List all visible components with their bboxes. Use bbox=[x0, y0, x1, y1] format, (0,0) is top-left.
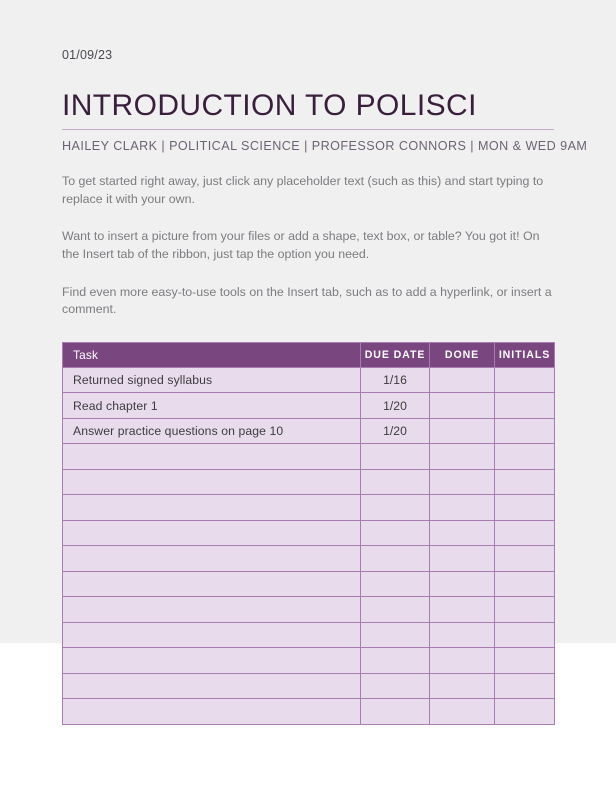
cell-task[interactable] bbox=[63, 495, 361, 521]
cell-due_date[interactable] bbox=[361, 673, 430, 699]
cell-task[interactable] bbox=[63, 444, 361, 470]
body-paragraph-3: Find even more easy-to-use tools on the Insert tab, such as to add a hyperlink, or insert a comment. bbox=[62, 284, 552, 317]
cell-task[interactable]: Read chapter 1 bbox=[63, 393, 361, 419]
cell-initials[interactable] bbox=[495, 367, 555, 393]
cell-done[interactable] bbox=[430, 571, 495, 597]
cell-due_date[interactable]: 1/20 bbox=[361, 393, 430, 419]
page-title: INTRODUCTION TO POLISCI bbox=[62, 89, 477, 122]
table-row[interactable] bbox=[63, 367, 555, 393]
cell-done[interactable] bbox=[430, 673, 495, 699]
cell-initials[interactable] bbox=[495, 699, 555, 725]
cell-task[interactable] bbox=[63, 597, 361, 623]
cell-task[interactable]: Answer practice questions on page 10 bbox=[63, 418, 361, 444]
task-table bbox=[62, 342, 555, 725]
cell-task[interactable]: Returned signed syllabus bbox=[63, 367, 361, 393]
cell-initials[interactable] bbox=[495, 469, 555, 495]
table-row[interactable] bbox=[63, 597, 555, 623]
table-row[interactable] bbox=[63, 469, 555, 495]
cell-due_date[interactable] bbox=[361, 444, 430, 470]
cell-task[interactable] bbox=[63, 648, 361, 674]
task-table-container bbox=[62, 342, 554, 725]
cell-due_date[interactable] bbox=[361, 699, 430, 725]
cell-done[interactable] bbox=[430, 520, 495, 546]
cell-due_date[interactable] bbox=[361, 520, 430, 546]
table-row[interactable] bbox=[63, 418, 555, 444]
cell-initials[interactable] bbox=[495, 393, 555, 419]
table-header-row bbox=[63, 342, 555, 367]
cell-done[interactable] bbox=[430, 648, 495, 674]
cell-due_date[interactable] bbox=[361, 546, 430, 572]
cell-initials[interactable] bbox=[495, 648, 555, 674]
cell-task[interactable] bbox=[63, 673, 361, 699]
cell-initials[interactable] bbox=[495, 444, 555, 470]
cell-initials[interactable] bbox=[495, 597, 555, 623]
cell-done[interactable] bbox=[430, 495, 495, 521]
cell-done[interactable] bbox=[430, 699, 495, 725]
cell-due_date[interactable] bbox=[361, 597, 430, 623]
cell-done[interactable] bbox=[430, 469, 495, 495]
table-row[interactable] bbox=[63, 495, 555, 521]
table-row[interactable] bbox=[63, 622, 555, 648]
body-paragraph-1: To get started right away, just click any placeholder text (such as this) and start typing to replace it with your own. bbox=[62, 174, 544, 206]
table-row[interactable] bbox=[63, 520, 555, 546]
table-row[interactable] bbox=[63, 571, 555, 597]
table-row[interactable] bbox=[63, 673, 555, 699]
column-header-initials: INITIALS bbox=[495, 342, 555, 367]
cell-due_date[interactable] bbox=[361, 622, 430, 648]
cell-done[interactable] bbox=[430, 444, 495, 470]
cell-task[interactable] bbox=[63, 469, 361, 495]
cell-due_date[interactable] bbox=[361, 648, 430, 674]
column-header-done: DONE bbox=[430, 342, 495, 367]
cell-initials[interactable] bbox=[495, 546, 555, 572]
cell-initials[interactable] bbox=[495, 520, 555, 546]
cell-task[interactable] bbox=[63, 699, 361, 725]
table-row[interactable] bbox=[63, 393, 555, 419]
cell-done[interactable] bbox=[430, 393, 495, 419]
cell-due_date[interactable] bbox=[361, 571, 430, 597]
cell-done[interactable] bbox=[430, 622, 495, 648]
title-divider bbox=[62, 129, 554, 131]
cell-due_date[interactable]: 1/16 bbox=[361, 367, 430, 393]
task-table-head bbox=[63, 342, 555, 367]
course-subtitle: HAILEY CLARK | POLITICAL SCIENCE | PROFESSOR CONNORS | MON & WED 9AM bbox=[62, 139, 588, 154]
column-header-due-date: DUE DATE bbox=[361, 342, 430, 367]
cell-done[interactable] bbox=[430, 597, 495, 623]
cell-initials[interactable] bbox=[495, 571, 555, 597]
table-row[interactable] bbox=[63, 699, 555, 725]
table-row[interactable] bbox=[63, 648, 555, 674]
cell-done[interactable] bbox=[430, 546, 495, 572]
cell-task[interactable] bbox=[63, 520, 361, 546]
table-row[interactable] bbox=[63, 444, 555, 470]
cell-initials[interactable] bbox=[495, 622, 555, 648]
cell-initials[interactable] bbox=[495, 418, 555, 444]
table-row[interactable] bbox=[63, 546, 555, 572]
cell-task[interactable] bbox=[63, 571, 361, 597]
column-header-task: Task bbox=[63, 342, 361, 367]
cell-done[interactable] bbox=[430, 418, 495, 444]
cell-initials[interactable] bbox=[495, 673, 555, 699]
document-date: 01/09/23 bbox=[62, 48, 113, 62]
task-table-body bbox=[63, 367, 555, 724]
cell-task[interactable] bbox=[63, 546, 361, 572]
body-paragraph-2: Want to insert a picture from your files or add a shape, text box, or table? You got it! On the Insert tab of the ribbon, just tap the option you need. bbox=[62, 229, 540, 261]
cell-due_date[interactable]: 1/20 bbox=[361, 418, 430, 444]
cell-done[interactable] bbox=[430, 367, 495, 393]
cell-task[interactable] bbox=[63, 622, 361, 648]
cell-initials[interactable] bbox=[495, 495, 555, 521]
cell-due_date[interactable] bbox=[361, 495, 430, 521]
cell-due_date[interactable] bbox=[361, 469, 430, 495]
